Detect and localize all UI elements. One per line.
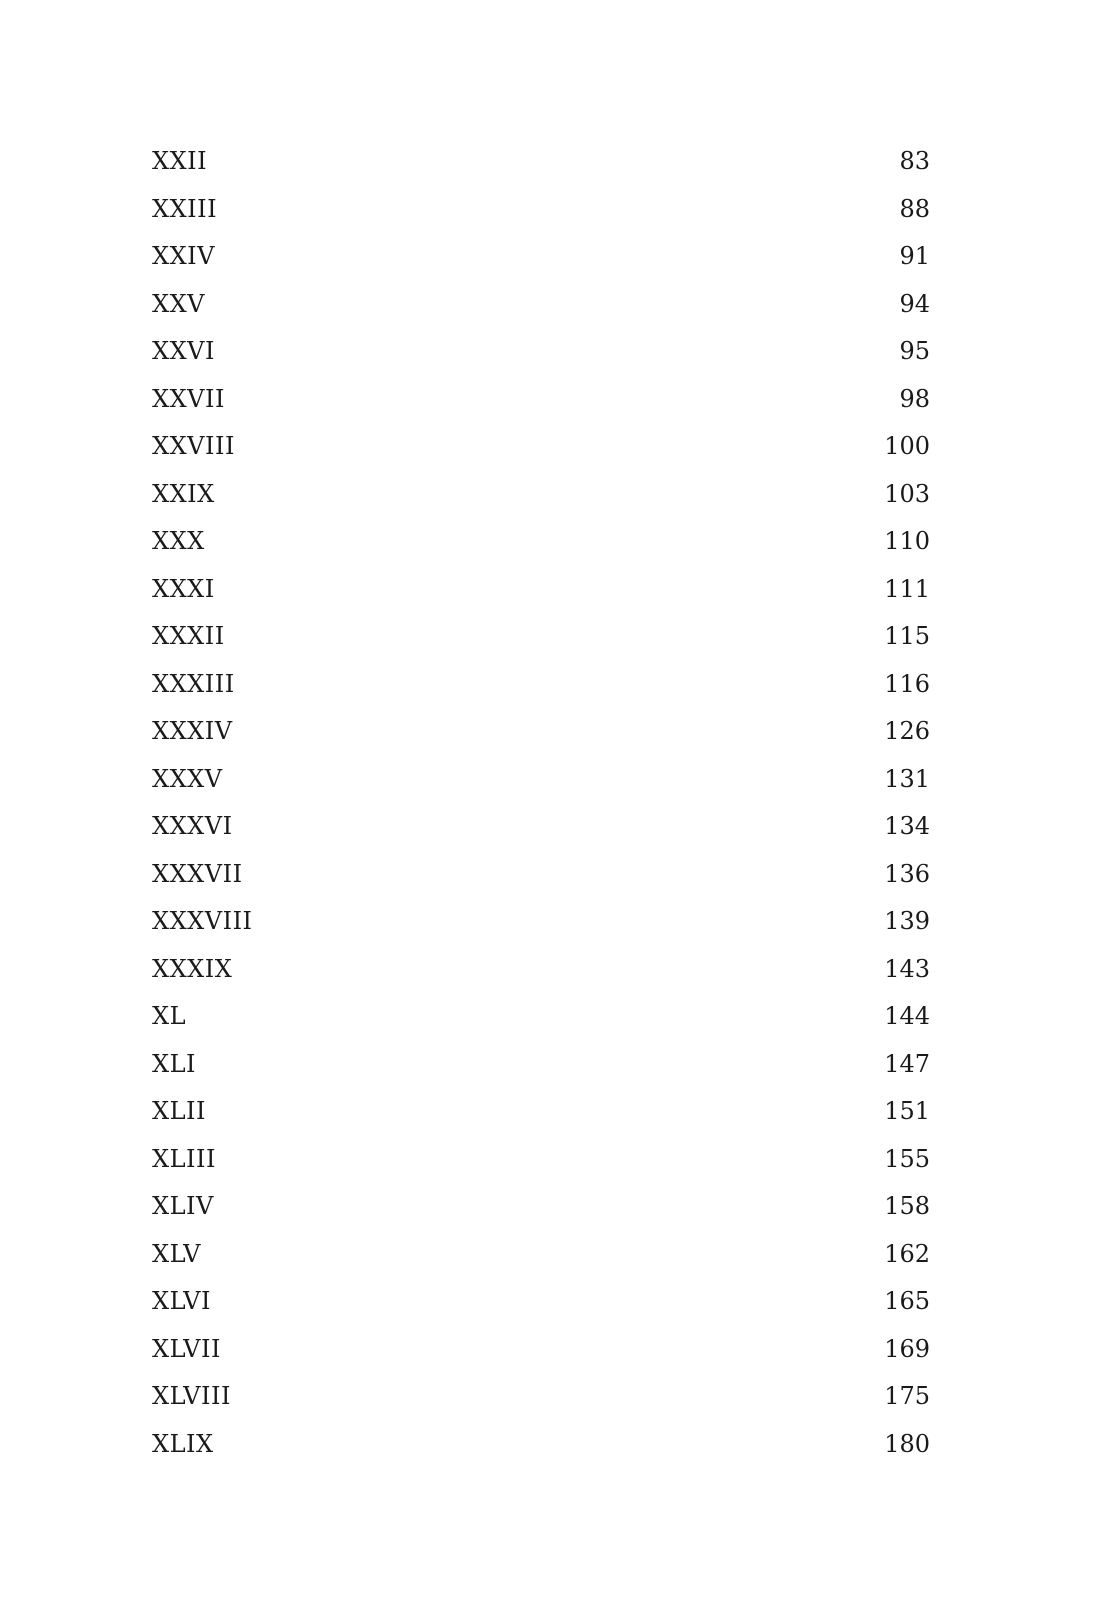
chapter-numeral: XLIII [152, 1144, 216, 1173]
chapter-numeral: XLVIII [152, 1382, 231, 1410]
page-number: 151 [884, 1097, 930, 1125]
chapter-numeral: XXXIV [152, 717, 233, 745]
toc-entry [152, 1421, 930, 1469]
chapter-numeral: XXIV [152, 242, 215, 270]
table-of-contents [152, 138, 930, 1468]
chapter-numeral: XXXI [152, 574, 215, 603]
toc-entry [152, 376, 930, 424]
page-number: 162 [884, 1239, 930, 1268]
page-number: 147 [884, 1049, 930, 1078]
chapter-numeral: XXXVII [152, 859, 243, 888]
toc-entry [152, 613, 930, 661]
chapter-numeral: XXXIII [152, 669, 235, 698]
page-number: 180 [884, 1429, 930, 1458]
page-number: 144 [884, 1002, 930, 1030]
toc-entry [152, 518, 930, 566]
page-number: 134 [884, 812, 930, 840]
page-number: 139 [884, 907, 930, 935]
chapter-numeral: XXIII [152, 194, 218, 223]
toc-entry [152, 423, 930, 471]
page-number: 94 [899, 289, 930, 318]
toc-entry [152, 1088, 930, 1136]
chapter-numeral: XXVII [152, 384, 225, 413]
toc-entry [152, 756, 930, 804]
toc-entry [152, 233, 930, 281]
chapter-numeral: XLIV [152, 1192, 214, 1220]
toc-entry [152, 566, 930, 614]
toc-entry [152, 993, 930, 1041]
page-number: 98 [899, 384, 930, 413]
page-number: 103 [884, 479, 930, 508]
chapter-numeral: XXXVI [152, 812, 233, 840]
page-number: 155 [884, 1144, 930, 1173]
toc-entry [152, 186, 930, 234]
page-number: 100 [884, 432, 930, 460]
chapter-numeral: XXX [152, 527, 205, 555]
toc-entry [152, 851, 930, 899]
chapter-numeral: XXVI [152, 337, 215, 365]
page-number: 158 [884, 1192, 930, 1220]
page-number: 175 [884, 1382, 930, 1410]
toc-entry [152, 946, 930, 994]
page-number: 165 [884, 1287, 930, 1315]
toc-entry [152, 1278, 930, 1326]
page-number: 88 [899, 194, 930, 223]
chapter-numeral: XXXII [152, 622, 225, 650]
toc-entry [152, 471, 930, 519]
page-number: 95 [899, 337, 930, 365]
chapter-numeral: XLVII [152, 1334, 221, 1363]
toc-entry [152, 328, 930, 376]
page-number: 143 [884, 954, 930, 983]
toc-entry [152, 1326, 930, 1374]
chapter-numeral: XLIX [152, 1429, 214, 1458]
page-number: 126 [884, 717, 930, 745]
chapter-numeral: XXII [152, 147, 208, 175]
chapter-numeral: XLV [152, 1239, 202, 1268]
page-number: 110 [884, 527, 930, 555]
page-number: 91 [899, 242, 930, 270]
toc-entry [152, 1231, 930, 1279]
toc-entry [152, 1183, 930, 1231]
page-number: 111 [884, 574, 930, 603]
toc-entry [152, 708, 930, 756]
chapter-numeral: XXXVIII [152, 907, 253, 935]
chapter-numeral: XXIX [152, 479, 215, 508]
toc-entry [152, 138, 930, 186]
toc-entry [152, 661, 930, 709]
page-number: 116 [884, 669, 930, 698]
chapter-numeral: XL [152, 1002, 187, 1030]
chapter-numeral: XLII [152, 1097, 206, 1125]
toc-entry [152, 898, 930, 946]
chapter-numeral: XXXIX [152, 954, 233, 983]
page-number: 169 [884, 1334, 930, 1363]
page-number: 83 [899, 147, 930, 175]
chapter-numeral: XXV [152, 289, 206, 318]
page-number: 136 [884, 859, 930, 888]
chapter-numeral: XLI [152, 1049, 197, 1078]
toc-entry [152, 1041, 930, 1089]
toc-entry [152, 1373, 930, 1421]
chapter-numeral: XXVIII [152, 432, 235, 460]
toc-entry [152, 803, 930, 851]
toc-entry [152, 281, 930, 329]
chapter-numeral: XLVI [152, 1287, 211, 1315]
page-number: 131 [884, 764, 930, 793]
toc-entry [152, 1136, 930, 1184]
page-number: 115 [884, 622, 930, 650]
chapter-numeral: XXXV [152, 764, 223, 793]
